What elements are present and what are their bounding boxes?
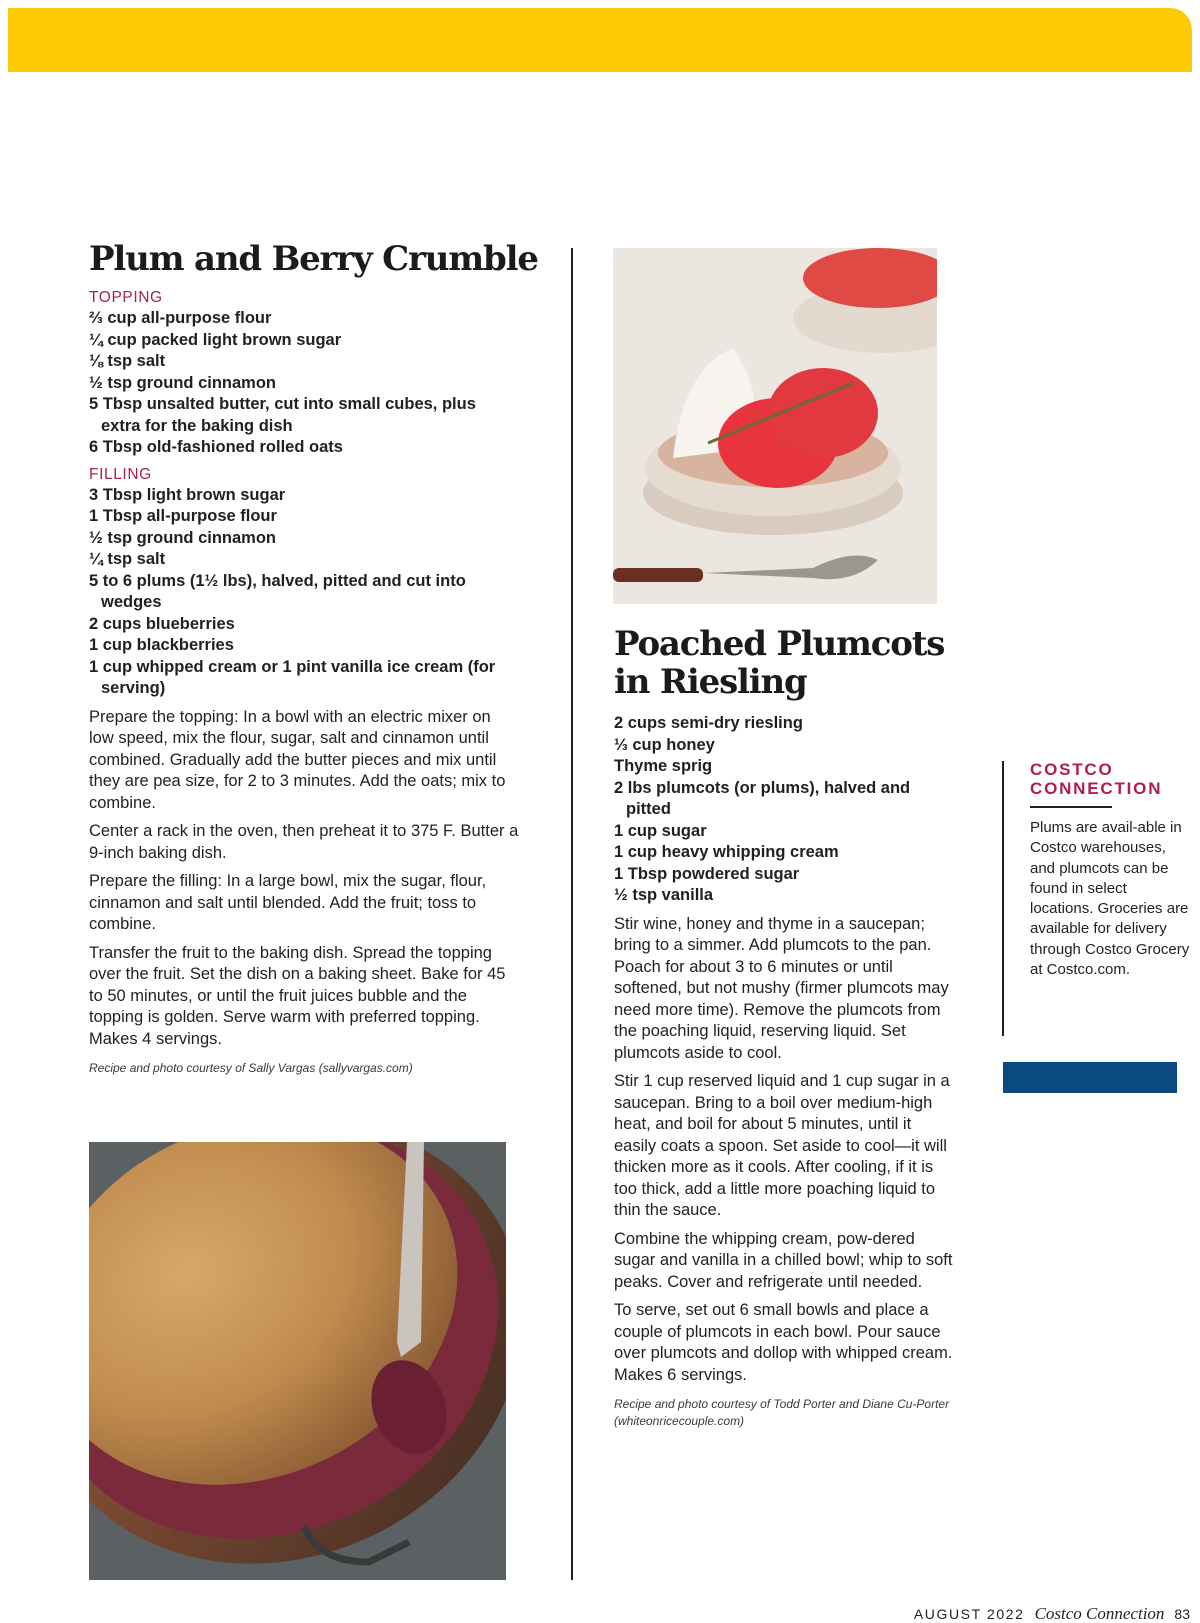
- sidebar-heading-line1: COSTCO: [1030, 760, 1114, 779]
- ingredient: 3 Tbsp light brown sugar: [89, 485, 286, 504]
- ingredient: 2 lbs plumcots (or plums), halved and pitted: [614, 778, 911, 818]
- instruction-step: Combine the whipping cream, pow-dered sugar and vanilla in a chilled bowl; whip to soft peaks. Cover and refrigerate until needed.: [614, 1229, 953, 1291]
- ingredient: 1 Tbsp all-purpose flour: [89, 507, 277, 525]
- ingredient: Thyme sprig: [614, 757, 713, 775]
- instruction-step: Prepare the filling: In a large bowl, mix the sugar, flour, cinnamon and salt until blended. Add the fruit; toss to combine.: [89, 872, 487, 933]
- ingredient: 1 cup heavy whipping cream: [614, 843, 839, 861]
- ingredient: 1 cup blackberries: [89, 636, 234, 654]
- instruction-step: Stir wine, honey and thyme in a saucepan; bring to a simmer. Add plumcots to the pan. Poach for about 3 to 6 minutes or until softened, but not mushy (firmer plumcots may need more time). Remove the plumcots from the poaching liquid, reserving liquid. Set plumcots aside to cool.: [614, 914, 949, 1062]
- sidebar-heading-rule: [1030, 806, 1112, 808]
- column-divider: [571, 248, 573, 1580]
- ingredient: ½ tsp ground cinnamon: [89, 373, 277, 392]
- ingredient: ½ tsp ground cinnamon: [89, 528, 277, 547]
- ingredient: 5 to 6 plums (1½ lbs), halved, pitted and cut into wedges: [89, 571, 466, 611]
- recipe-title: Plum and Berry Crumble: [89, 239, 538, 279]
- crumble-photo-illustration: [89, 1142, 506, 1580]
- recipe-title: [614, 625, 954, 701]
- recipe-title-line1: Poached Plumcots: [614, 624, 945, 664]
- topping-ingredients: [89, 308, 519, 459]
- ingredient: 1 Tbsp powdered sugar: [614, 864, 800, 883]
- page-number: 83: [1174, 1606, 1190, 1622]
- ingredient: ½ tsp vanilla: [614, 886, 714, 904]
- plumcots-photo-illustration: [613, 248, 937, 604]
- sidebar-vertical-rule: [1002, 761, 1004, 1036]
- instruction-step: Center a rack in the oven, then preheat it to 375 F. Butter a 9-inch baking dish.: [89, 822, 519, 862]
- ingredient: 6 Tbsp old-fashioned rolled oats: [89, 438, 343, 456]
- instruction-step: To serve, set out 6 small bowls and place a couple of plumcots in each bowl. Pour sauce over plumcots and dollop with whipped cream. Makes 6 servings.: [614, 1301, 953, 1384]
- issue-date: AUGUST 2022: [913, 1606, 1025, 1622]
- header-color-bar: [8, 8, 1192, 72]
- sidebar-color-bar: [1003, 1062, 1177, 1093]
- ingredient: 5 Tbsp unsalted butter, cut into small cubes, plus extra for the baking dish: [89, 395, 476, 435]
- sidebar-body: Plums are avail-able in Costco warehouses, and plumcots can be found in select locations. Groceries are available for delivery through Costco Grocery at Costco.com.: [1030, 819, 1190, 979]
- plumcots-photo: [613, 248, 937, 604]
- filling-ingredients: [89, 485, 519, 700]
- ingredient: ⅔ cup all-purpose flour: [89, 309, 272, 327]
- recipe-title-line2: in Riesling: [614, 662, 807, 702]
- ingredient: 2 cups semi-dry riesling: [614, 714, 803, 732]
- sidebar-heading-line2: CONNECTION: [1030, 779, 1163, 798]
- instruction-step: Prepare the topping: In a bowl with an electric mixer on low speed, mix the flour, sugar, salt and cinnamon until combined. Gradually add the butter pieces and mix until they are pea size, for 2 to 3 minutes. Add the oats; mix to combine.: [89, 707, 506, 812]
- ingredient: ¼ tsp salt: [89, 550, 166, 568]
- ingredient: ⅓ cup honey: [614, 735, 715, 754]
- recipe-poached-plumcots: [614, 625, 954, 1430]
- costco-connection-sidebar: [1030, 760, 1190, 980]
- crumble-photo: [89, 1142, 506, 1580]
- ingredient: 2 cups blueberries: [89, 614, 235, 633]
- instruction-step: Stir 1 cup reserved liquid and 1 cup sugar in a saucepan. Bring to a boil over medium-high heat, and boil for about 5 minutes, until it easily coats a spoon. Set aside to cool—it will thicken more as it cools. After cooling, if it is too thick, add a little more poaching liquid to thin the sauce.: [614, 1072, 950, 1219]
- recipe-plum-berry-crumble: [89, 239, 538, 1077]
- page-footer: [914, 1604, 1190, 1623]
- filling-label: FILLING: [89, 465, 152, 483]
- recipe-credit: Recipe and photo courtesy of Todd Porter and Diane Cu-Porter (whiteonricecouple.com): [614, 1397, 950, 1428]
- instruction-step: Transfer the fruit to the baking dish. Spread the topping over the fruit. Set the dish on a baking sheet. Bake for 45 to 50 minutes, or until the fruit juices bubble and the topping is golden. Serve warm with preferred topping. Makes 4 servings.: [89, 943, 506, 1048]
- ingredient: ¼ cup packed light brown sugar: [89, 330, 342, 349]
- ingredient: 1 cup whipped cream or 1 pint vanilla ice cream (for serving): [89, 657, 496, 697]
- ingredient: 1 cup sugar: [614, 821, 707, 840]
- ingredient: ⅛ tsp salt: [89, 352, 166, 370]
- sidebar-heading: [1030, 760, 1190, 798]
- topping-label: TOPPING: [89, 289, 163, 306]
- plumcot-ingredients: [614, 713, 954, 907]
- magazine-name: Costco Connection: [1034, 1604, 1165, 1623]
- recipe-credit: Recipe and photo courtesy of Sally Vargas (sallyvargas.com): [89, 1061, 413, 1075]
